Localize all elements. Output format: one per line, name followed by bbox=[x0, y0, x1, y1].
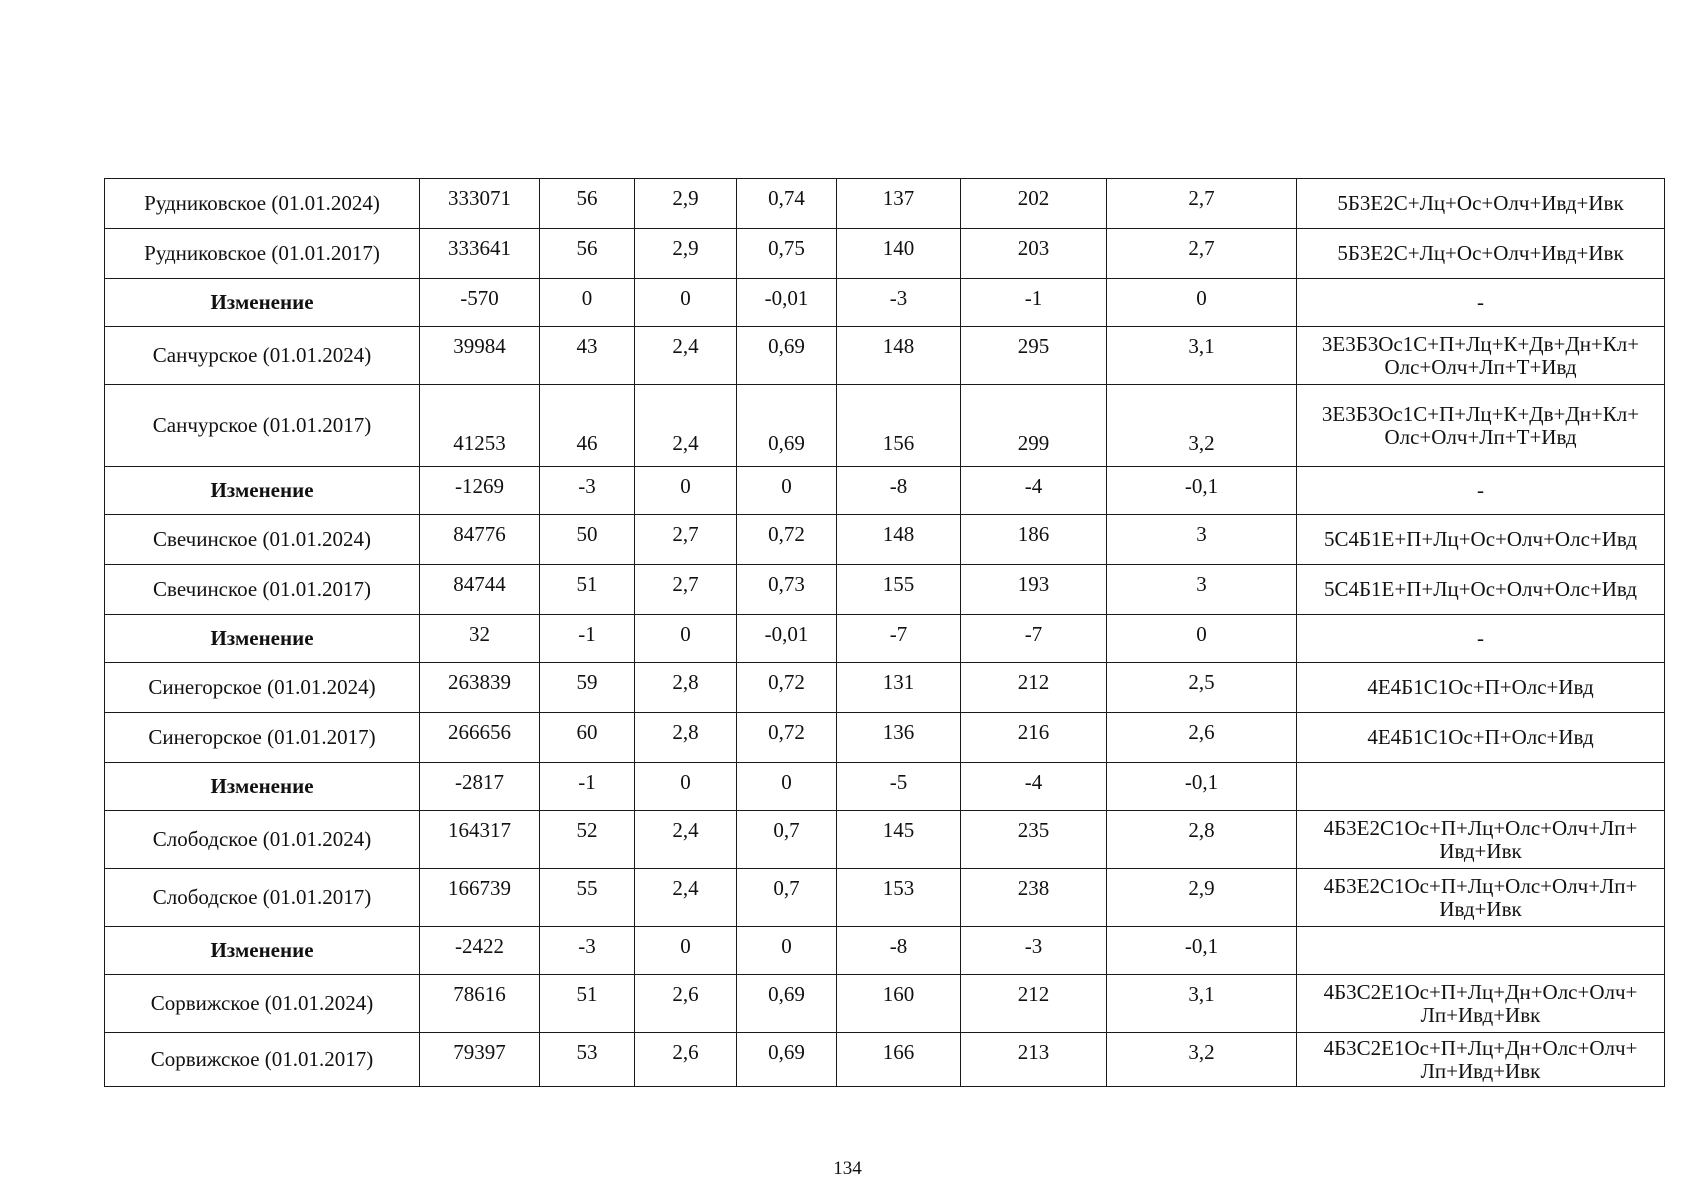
value-cell: 266656 bbox=[420, 713, 540, 763]
value-cell: -0,01 bbox=[737, 615, 837, 663]
value-cell: 0,75 bbox=[737, 229, 837, 279]
value-cell: 2,6 bbox=[635, 975, 737, 1033]
value-cell: 59 bbox=[540, 663, 635, 713]
value-cell: 295 bbox=[961, 327, 1107, 385]
value-cell: 2,7 bbox=[635, 565, 737, 615]
value-cell: 2,8 bbox=[635, 663, 737, 713]
value-cell: 2,7 bbox=[1107, 179, 1297, 229]
value-cell: 186 bbox=[961, 515, 1107, 565]
value-cell: 202 bbox=[961, 179, 1107, 229]
value-cell: 0 bbox=[1107, 615, 1297, 663]
value-cell: 78616 bbox=[420, 975, 540, 1033]
value-cell: -3 bbox=[540, 467, 635, 515]
change-row bbox=[105, 927, 1665, 975]
value-cell: 3,2 bbox=[1107, 1033, 1297, 1087]
value-cell: 55 bbox=[540, 869, 635, 927]
value-cell: 2,8 bbox=[635, 713, 737, 763]
value-cell: 0,69 bbox=[737, 327, 837, 385]
value-cell: 238 bbox=[961, 869, 1107, 927]
change-row bbox=[105, 615, 1665, 663]
value-cell: -8 bbox=[837, 467, 961, 515]
species-composition-cell: - bbox=[1297, 615, 1665, 663]
value-cell: -2422 bbox=[420, 927, 540, 975]
forestry-name-cell: Санчурское (01.01.2024) bbox=[105, 327, 420, 385]
table-row bbox=[105, 179, 1665, 229]
value-cell: 52 bbox=[540, 811, 635, 869]
value-cell: 0,7 bbox=[737, 869, 837, 927]
value-cell: 84776 bbox=[420, 515, 540, 565]
value-cell: 2,4 bbox=[635, 385, 737, 467]
value-cell: 333641 bbox=[420, 229, 540, 279]
forestry-name-cell: Слободское (01.01.2024) bbox=[105, 811, 420, 869]
value-cell: 0,69 bbox=[737, 1033, 837, 1087]
value-cell: 2,4 bbox=[635, 327, 737, 385]
table-row bbox=[105, 385, 1665, 467]
value-cell: 0,72 bbox=[737, 515, 837, 565]
species-composition-cell: 5Б3Е2С+Лц+Ос+Олч+Ивд+Ивк bbox=[1297, 179, 1665, 229]
table-row bbox=[105, 515, 1665, 565]
value-cell: 3 bbox=[1107, 565, 1297, 615]
table-row bbox=[105, 327, 1665, 385]
value-cell: 0 bbox=[1107, 279, 1297, 327]
change-label: Изменение bbox=[105, 615, 420, 663]
page-number: 134 bbox=[833, 1158, 862, 1179]
value-cell: 213 bbox=[961, 1033, 1107, 1087]
value-cell: -7 bbox=[961, 615, 1107, 663]
value-cell: 56 bbox=[540, 229, 635, 279]
forestry-name-cell: Слободское (01.01.2017) bbox=[105, 869, 420, 927]
value-cell: 3,1 bbox=[1107, 327, 1297, 385]
forestry-data-table bbox=[104, 178, 1665, 1087]
value-cell: 0,69 bbox=[737, 385, 837, 467]
table-row bbox=[105, 869, 1665, 927]
value-cell: 56 bbox=[540, 179, 635, 229]
value-cell: -1 bbox=[540, 615, 635, 663]
forestry-name-cell: Рудниковское (01.01.2017) bbox=[105, 229, 420, 279]
value-cell: 203 bbox=[961, 229, 1107, 279]
value-cell: 2,8 bbox=[1107, 811, 1297, 869]
table-row bbox=[105, 565, 1665, 615]
value-cell: 50 bbox=[540, 515, 635, 565]
forestry-name-cell: Синегорское (01.01.2024) bbox=[105, 663, 420, 713]
value-cell: -0,1 bbox=[1107, 927, 1297, 975]
value-cell: 155 bbox=[837, 565, 961, 615]
table-row bbox=[105, 975, 1665, 1033]
value-cell: 166 bbox=[837, 1033, 961, 1087]
value-cell: -7 bbox=[837, 615, 961, 663]
value-cell: -0,1 bbox=[1107, 467, 1297, 515]
value-cell: 160 bbox=[837, 975, 961, 1033]
forestry-name-cell: Сорвижское (01.01.2024) bbox=[105, 975, 420, 1033]
value-cell: 2,9 bbox=[635, 229, 737, 279]
value-cell: -4 bbox=[961, 467, 1107, 515]
change-label: Изменение bbox=[105, 763, 420, 811]
table-row bbox=[105, 229, 1665, 279]
value-cell: 0,73 bbox=[737, 565, 837, 615]
value-cell: 136 bbox=[837, 713, 961, 763]
value-cell: 46 bbox=[540, 385, 635, 467]
value-cell: 53 bbox=[540, 1033, 635, 1087]
species-composition-cell: 4Б3Е2С1Ос+П+Лц+Олс+Олч+Лп+ Ивд+Ивк bbox=[1297, 811, 1665, 869]
value-cell: 43 bbox=[540, 327, 635, 385]
value-cell: 2,6 bbox=[635, 1033, 737, 1087]
value-cell: -3 bbox=[540, 927, 635, 975]
value-cell: 153 bbox=[837, 869, 961, 927]
value-cell: -1 bbox=[961, 279, 1107, 327]
value-cell: 212 bbox=[961, 663, 1107, 713]
table-row bbox=[105, 811, 1665, 869]
value-cell: -4 bbox=[961, 763, 1107, 811]
value-cell: 51 bbox=[540, 975, 635, 1033]
species-composition-cell: 4Б3С2Е1Ос+П+Лц+Дн+Олс+Олч+ Лп+Ивд+Ивк bbox=[1297, 975, 1665, 1033]
value-cell: 0,69 bbox=[737, 975, 837, 1033]
value-cell: 216 bbox=[961, 713, 1107, 763]
forestry-name-cell: Синегорское (01.01.2017) bbox=[105, 713, 420, 763]
value-cell: 0 bbox=[635, 279, 737, 327]
value-cell: 263839 bbox=[420, 663, 540, 713]
value-cell: 2,7 bbox=[1107, 229, 1297, 279]
value-cell: 2,7 bbox=[635, 515, 737, 565]
table-row bbox=[105, 1033, 1665, 1087]
change-row bbox=[105, 279, 1665, 327]
species-composition-cell: 5Б3Е2С+Лц+Ос+Олч+Ивд+Ивк bbox=[1297, 229, 1665, 279]
value-cell: 212 bbox=[961, 975, 1107, 1033]
value-cell: -1269 bbox=[420, 467, 540, 515]
value-cell: 148 bbox=[837, 327, 961, 385]
value-cell: 145 bbox=[837, 811, 961, 869]
change-row bbox=[105, 763, 1665, 811]
value-cell: 0 bbox=[635, 763, 737, 811]
value-cell: 51 bbox=[540, 565, 635, 615]
value-cell: 0,74 bbox=[737, 179, 837, 229]
species-composition-cell: 5С4Б1Е+П+Лц+Ос+Олч+Олс+Ивд bbox=[1297, 515, 1665, 565]
value-cell: 148 bbox=[837, 515, 961, 565]
value-cell: 0,72 bbox=[737, 663, 837, 713]
value-cell: 3,1 bbox=[1107, 975, 1297, 1033]
value-cell: 2,6 bbox=[1107, 713, 1297, 763]
value-cell: 2,5 bbox=[1107, 663, 1297, 713]
value-cell: 156 bbox=[837, 385, 961, 467]
species-composition-cell bbox=[1297, 763, 1665, 811]
value-cell: 2,9 bbox=[1107, 869, 1297, 927]
species-composition-cell: - bbox=[1297, 467, 1665, 515]
value-cell: 0 bbox=[737, 927, 837, 975]
value-cell: -1 bbox=[540, 763, 635, 811]
value-cell: 0 bbox=[635, 467, 737, 515]
forestry-name-cell: Свечинское (01.01.2024) bbox=[105, 515, 420, 565]
change-label: Изменение bbox=[105, 279, 420, 327]
value-cell: 3,2 bbox=[1107, 385, 1297, 467]
value-cell: 0 bbox=[635, 615, 737, 663]
change-label: Изменение bbox=[105, 927, 420, 975]
change-label: Изменение bbox=[105, 467, 420, 515]
value-cell: 0 bbox=[540, 279, 635, 327]
value-cell: 0 bbox=[737, 763, 837, 811]
value-cell: 0,7 bbox=[737, 811, 837, 869]
species-composition-cell: 4Б3С2Е1Ос+П+Лц+Дн+Олс+Олч+ Лп+Ивд+Ивк bbox=[1297, 1033, 1665, 1087]
value-cell: 0 bbox=[737, 467, 837, 515]
species-composition-cell: 3Е3Б3Ос1С+П+Лц+К+Дв+Дн+Кл+ Олс+Олч+Лп+Т+Ивд bbox=[1297, 327, 1665, 385]
value-cell: 299 bbox=[961, 385, 1107, 467]
value-cell: -3 bbox=[837, 279, 961, 327]
value-cell: 166739 bbox=[420, 869, 540, 927]
species-composition-cell: 4Е4Б1С1Ос+П+Олс+Ивд bbox=[1297, 713, 1665, 763]
forestry-name-cell: Свечинское (01.01.2017) bbox=[105, 565, 420, 615]
forestry-name-cell: Рудниковское (01.01.2024) bbox=[105, 179, 420, 229]
species-composition-cell: - bbox=[1297, 279, 1665, 327]
forestry-name-cell: Санчурское (01.01.2017) bbox=[105, 385, 420, 467]
value-cell: 60 bbox=[540, 713, 635, 763]
value-cell: -3 bbox=[961, 927, 1107, 975]
value-cell: 2,9 bbox=[635, 179, 737, 229]
value-cell: 235 bbox=[961, 811, 1107, 869]
species-composition-cell: 5С4Б1Е+П+Лц+Ос+Олч+Олс+Ивд bbox=[1297, 565, 1665, 615]
value-cell: 0,72 bbox=[737, 713, 837, 763]
species-composition-cell: 4Б3Е2С1Ос+П+Лц+Олс+Олч+Лп+ Ивд+Ивк bbox=[1297, 869, 1665, 927]
value-cell: -0,1 bbox=[1107, 763, 1297, 811]
value-cell: 41253 bbox=[420, 385, 540, 467]
value-cell: 39984 bbox=[420, 327, 540, 385]
species-composition-cell bbox=[1297, 927, 1665, 975]
value-cell: 137 bbox=[837, 179, 961, 229]
value-cell: 164317 bbox=[420, 811, 540, 869]
species-composition-cell: 3Е3Б3Ос1С+П+Лц+К+Дв+Дн+Кл+ Олс+Олч+Лп+Т+Ивд bbox=[1297, 385, 1665, 467]
value-cell: 3 bbox=[1107, 515, 1297, 565]
species-composition-cell: 4Е4Б1С1Ос+П+Олс+Ивд bbox=[1297, 663, 1665, 713]
value-cell: 79397 bbox=[420, 1033, 540, 1087]
forestry-name-cell: Сорвижское (01.01.2017) bbox=[105, 1033, 420, 1087]
value-cell: -0,01 bbox=[737, 279, 837, 327]
value-cell: 140 bbox=[837, 229, 961, 279]
table-row bbox=[105, 713, 1665, 763]
table-row bbox=[105, 663, 1665, 713]
value-cell: -8 bbox=[837, 927, 961, 975]
value-cell: 0 bbox=[635, 927, 737, 975]
value-cell: -570 bbox=[420, 279, 540, 327]
value-cell: -5 bbox=[837, 763, 961, 811]
value-cell: 84744 bbox=[420, 565, 540, 615]
value-cell: 2,4 bbox=[635, 811, 737, 869]
value-cell: 131 bbox=[837, 663, 961, 713]
value-cell: 32 bbox=[420, 615, 540, 663]
value-cell: 193 bbox=[961, 565, 1107, 615]
change-row bbox=[105, 467, 1665, 515]
value-cell: 2,4 bbox=[635, 869, 737, 927]
value-cell: -2817 bbox=[420, 763, 540, 811]
value-cell: 333071 bbox=[420, 179, 540, 229]
